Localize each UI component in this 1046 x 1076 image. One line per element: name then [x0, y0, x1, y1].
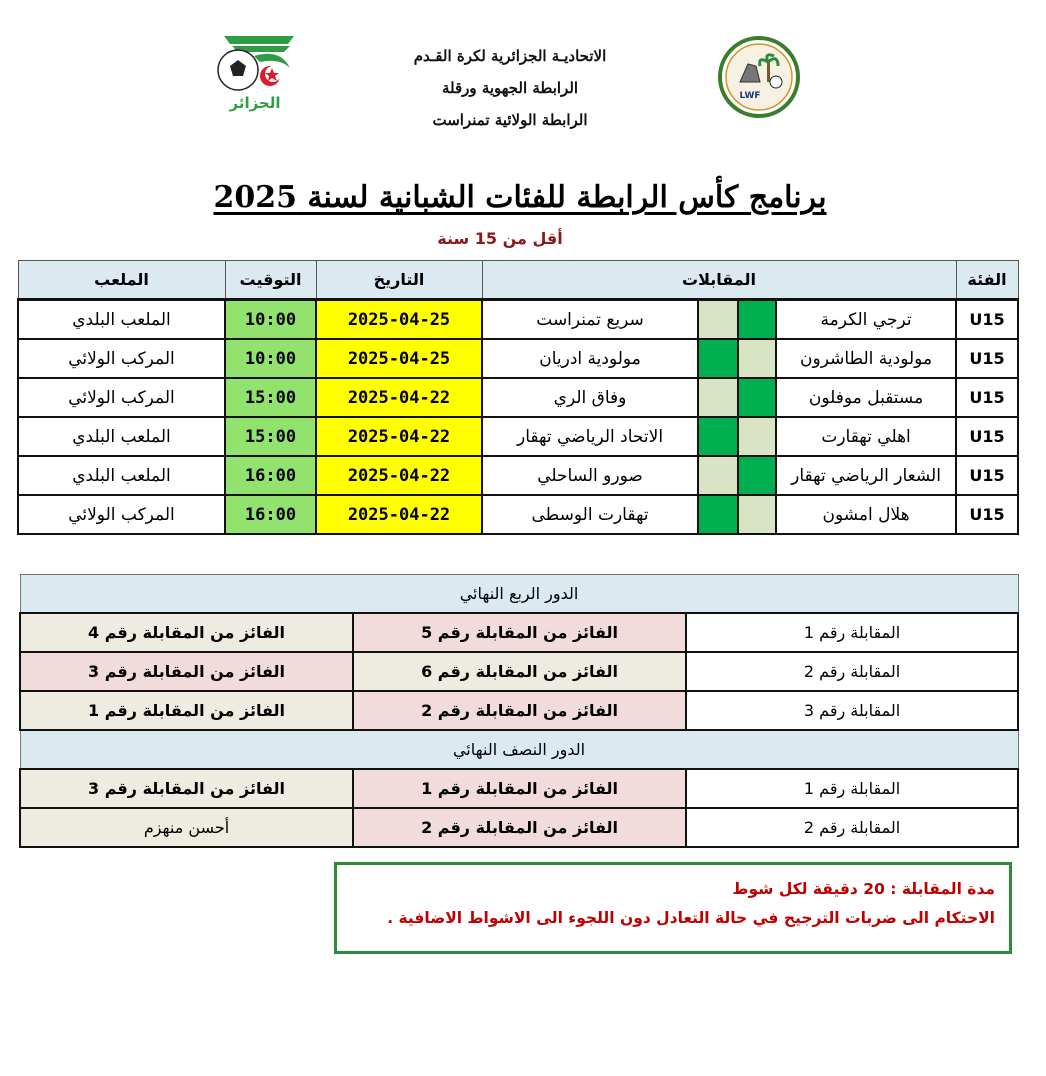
- header-matches: المقابلات: [482, 261, 956, 300]
- stadium-cell: الملعب البلدي: [18, 300, 225, 340]
- category-cell: U15: [956, 417, 1018, 456]
- match-number-cell: المقابلة رقم 3: [686, 691, 1018, 730]
- match-number-cell: المقابلة رقم 1: [686, 769, 1018, 808]
- schedule-row: [18, 417, 1018, 456]
- date-cell: 2025-04-22: [316, 495, 482, 534]
- quarter-final-row: [20, 691, 1018, 730]
- league-logo-text: LWF: [739, 91, 761, 101]
- stadium-cell: الملعب البلدي: [18, 456, 225, 495]
- faf-logo-text: الجزائر: [229, 94, 281, 112]
- home-team: ترجي الكرمة: [776, 300, 956, 340]
- quarter-final-row: [20, 652, 1018, 691]
- schedule-row: [18, 456, 1018, 495]
- home-score-box: [738, 300, 776, 340]
- away-score-box: [698, 495, 738, 534]
- match-duration-rule: مدة المقابلة : 20 دقيقة لكل شوط: [732, 880, 995, 898]
- time-cell: 10:00: [225, 300, 316, 340]
- schedule-row: [18, 339, 1018, 378]
- header-date: التاريخ: [316, 261, 482, 300]
- away-team: صورو الساحلي: [482, 456, 698, 495]
- quarter-final-row: [20, 613, 1018, 652]
- header-stadium: الملعب: [18, 261, 225, 300]
- team-a-cell: الفائز من المقابلة رقم 2: [353, 691, 686, 730]
- quarter-final-header-row: [20, 575, 1018, 614]
- age-category-subtitle: أقل من 15 سنة: [437, 229, 563, 248]
- league-logo: [718, 36, 800, 118]
- semi-final-header-row: [20, 730, 1018, 769]
- team-a-cell: الفائز من المقابلة رقم 6: [353, 652, 686, 691]
- team-b-cell: الفائز من المقابلة رقم 4: [20, 613, 353, 652]
- match-number-cell: المقابلة رقم 2: [686, 808, 1018, 847]
- home-team: مستقبل موفلون: [776, 378, 956, 417]
- stadium-cell: المركب الولائي: [18, 339, 225, 378]
- match-number-cell: المقابلة رقم 1: [686, 613, 1018, 652]
- schedule-table: [17, 260, 1019, 535]
- date-cell: 2025-04-22: [316, 456, 482, 495]
- schedule-row: [18, 495, 1018, 534]
- home-score-box: [738, 417, 776, 456]
- stadium-cell: المركب الولائي: [18, 495, 225, 534]
- quarter-final-title: الدور الربع النهائي: [20, 575, 1018, 614]
- date-cell: 2025-04-22: [316, 378, 482, 417]
- semi-final-title: الدور النصف النهائي: [20, 730, 1018, 769]
- away-team: مولودية ادريان: [482, 339, 698, 378]
- schedule-row: [18, 300, 1018, 340]
- home-score-box: [738, 339, 776, 378]
- federation-name: الاتحاديـة الجزائرية لكرة القـدم: [413, 47, 607, 65]
- rules-box: [334, 862, 1012, 954]
- date-cell: 2025-04-22: [316, 417, 482, 456]
- header-organization: [380, 40, 640, 136]
- category-cell: U15: [956, 339, 1018, 378]
- page-title-text: برنامج كأس الرابطة للفئات الشبانية لسنة 2025: [213, 180, 827, 215]
- time-cell: 16:00: [225, 456, 316, 495]
- away-score-box: [698, 339, 738, 378]
- away-score-box: [698, 300, 738, 340]
- home-team: الشعار الرياضي تهقار: [776, 456, 956, 495]
- knockout-table: [19, 574, 1019, 848]
- regional-league-name: الرابطة الجهوية ورقلة: [441, 79, 579, 97]
- home-score-box: [738, 378, 776, 417]
- team-a-cell: الفائز من المقابلة رقم 1: [353, 769, 686, 808]
- home-team: هلال امشون: [776, 495, 956, 534]
- team-a-cell: الفائز من المقابلة رقم 2: [353, 808, 686, 847]
- home-score-box: [738, 456, 776, 495]
- header-time: التوقيت: [225, 261, 316, 300]
- category-cell: U15: [956, 495, 1018, 534]
- time-cell: 15:00: [225, 417, 316, 456]
- home-score-box: [738, 495, 776, 534]
- schedule-row: [18, 378, 1018, 417]
- away-score-box: [698, 378, 738, 417]
- team-b-cell: الفائز من المقابلة رقم 1: [20, 691, 353, 730]
- team-b-cell: أحسن منهزم: [20, 808, 353, 847]
- stadium-cell: الملعب البلدي: [18, 417, 225, 456]
- away-team: تهقارت الوسطى: [482, 495, 698, 534]
- time-cell: 10:00: [225, 339, 316, 378]
- faf-logo: [210, 28, 300, 112]
- away-team: وفاق الري: [482, 378, 698, 417]
- team-a-cell: الفائز من المقابلة رقم 5: [353, 613, 686, 652]
- semi-final-row: [20, 769, 1018, 808]
- home-team: مولودية الطاشرون: [776, 339, 956, 378]
- header-category: الفئة: [956, 261, 1018, 300]
- wilaya-league-name: الرابطة الولائية تمنراست: [432, 111, 588, 129]
- away-score-box: [698, 417, 738, 456]
- semi-final-row: [20, 808, 1018, 847]
- time-cell: 15:00: [225, 378, 316, 417]
- away-team: سريع تمنراست: [482, 300, 698, 340]
- stadium-cell: المركب الولائي: [18, 378, 225, 417]
- category-cell: U15: [956, 300, 1018, 340]
- away-score-box: [698, 456, 738, 495]
- page-title: [150, 180, 890, 215]
- home-team: اهلي تهقارت: [776, 417, 956, 456]
- away-team: الاتحاد الرياضي تهقار: [482, 417, 698, 456]
- team-b-cell: الفائز من المقابلة رقم 3: [20, 769, 353, 808]
- schedule-header-row: [18, 261, 1018, 300]
- date-cell: 2025-04-25: [316, 300, 482, 340]
- penalty-rule: الاحتكام الى ضربات الترجيح في حالة التعادل دون اللجوء الى الاشواط الاضافية .: [387, 909, 995, 927]
- category-cell: U15: [956, 456, 1018, 495]
- team-b-cell: الفائز من المقابلة رقم 3: [20, 652, 353, 691]
- match-number-cell: المقابلة رقم 2: [686, 652, 1018, 691]
- category-cell: U15: [956, 378, 1018, 417]
- time-cell: 16:00: [225, 495, 316, 534]
- date-cell: 2025-04-25: [316, 339, 482, 378]
